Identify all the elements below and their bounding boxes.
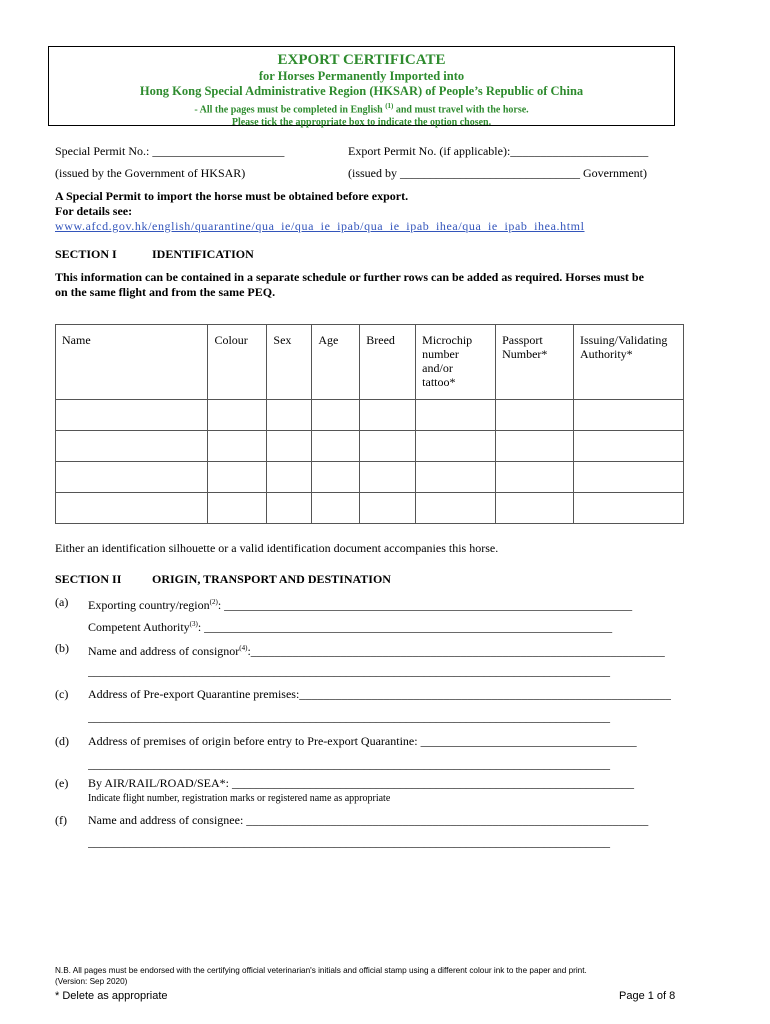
endorsement-note: N.B. All pages must be endorsed with the certifying official veterinarian's initials and official stamp using a different colour ink to the paper and print. xyxy=(55,966,587,975)
issued-hksar-text: (issued by the Government of HKSAR) xyxy=(55,166,246,180)
item-a-label: (a) xyxy=(55,595,69,609)
delete-note: * Delete as appropriate xyxy=(55,990,168,1002)
column-header-breed: Breed xyxy=(360,325,416,400)
table-cell[interactable] xyxy=(573,493,683,524)
table-cell[interactable] xyxy=(360,462,416,493)
table-row xyxy=(56,493,684,524)
english-note-text: - All the pages must be completed in English xyxy=(194,104,383,116)
competent-authority-field[interactable] xyxy=(88,617,612,634)
column-header-colour: Colour xyxy=(208,325,267,400)
table-cell[interactable] xyxy=(208,431,267,462)
table-cell[interactable] xyxy=(360,493,416,524)
exporting-country-field[interactable] xyxy=(88,595,632,612)
table-row xyxy=(56,462,684,493)
table-cell[interactable] xyxy=(416,431,496,462)
consignor-line[interactable]: :_____________________________________________________________________ xyxy=(247,644,665,658)
table-cell[interactable] xyxy=(496,400,574,431)
table-cell[interactable] xyxy=(573,431,683,462)
certificate-title: EXPORT CERTIFICATE xyxy=(277,52,446,68)
transport-hint: Indicate flight number, registration marks or registered name as appropriate xyxy=(88,793,391,804)
table-cell[interactable] xyxy=(267,493,312,524)
tick-note: Please tick the appropriate box to indicate the option chosen. xyxy=(231,117,492,129)
item-b-label: (b) xyxy=(55,641,69,655)
item-c-label: (c) xyxy=(55,687,69,701)
issued-by-field[interactable]: (issued by ______________________________ Government) xyxy=(348,166,647,180)
section1-number: SECTION I xyxy=(55,247,117,261)
exporting-country-label: Exporting country/region xyxy=(88,598,210,612)
section2-number: SECTION II xyxy=(55,572,122,586)
table-cell[interactable] xyxy=(496,431,574,462)
exporting-country-line[interactable]: : ____________________________________________________________________ xyxy=(217,598,633,612)
table-cell[interactable] xyxy=(312,493,360,524)
version-label: (Version: Sep 2020) xyxy=(55,977,128,986)
table-cell[interactable] xyxy=(56,462,208,493)
table-cell[interactable] xyxy=(312,462,360,493)
special-permit-field[interactable]: Special Permit No.: ______________________ xyxy=(55,144,285,158)
consignee-field[interactable]: Name and address of consignee: ___________________________________________________________________ xyxy=(88,813,649,827)
consignor-label: Name and address of consignor xyxy=(88,644,240,658)
export-permit-field[interactable]: Export Permit No. (if applicable):_______________________ xyxy=(348,144,649,158)
footnote-ref: (1) xyxy=(385,102,394,110)
table-cell[interactable] xyxy=(56,493,208,524)
table-cell[interactable] xyxy=(312,400,360,431)
item-f-label: (f) xyxy=(55,813,67,827)
table-cell[interactable] xyxy=(416,462,496,493)
table-cell[interactable] xyxy=(208,493,267,524)
table-cell[interactable] xyxy=(573,400,683,431)
section1-intro-line2: on the same flight and from the same PEQ. xyxy=(55,285,276,299)
table-cell[interactable] xyxy=(312,431,360,462)
column-header-microchip: Microchip number and/or tattoo* xyxy=(416,325,496,400)
table-header-row xyxy=(56,325,684,400)
certificate-region: Hong Kong Special Administrative Region (HKSAR) of People’s Republic of China xyxy=(139,84,584,98)
certificate-header xyxy=(48,46,675,129)
item-d-label: (d) xyxy=(55,734,69,748)
column-header-age: Age xyxy=(312,325,360,400)
competent-authority-line[interactable]: : ____________________________________________________________________ xyxy=(197,620,613,634)
certificate-subtitle: for Horses Permanently Imported into xyxy=(258,69,465,83)
table-cell[interactable] xyxy=(56,431,208,462)
premises-origin-line-2[interactable]: _______________________________________________________________________________________ xyxy=(88,757,610,771)
footnote-ref: (2) xyxy=(209,598,218,606)
pre-export-quarantine-line-2[interactable]: _______________________________________________________________________________________ xyxy=(88,710,610,724)
consignee-line-2[interactable]: _______________________________________________________________________________________ xyxy=(88,835,610,849)
table-row xyxy=(56,431,684,462)
section1-title: IDENTIFICATION xyxy=(152,247,254,261)
column-header-authority: Issuing/Validating Authority* xyxy=(573,325,683,400)
transport-mode-field[interactable]: By AIR/RAIL/ROAD/SEA*: ___________________________________________________________________ xyxy=(88,776,635,790)
silhouette-note: Either an identification silhouette or a valid identification document accompanies this horse. xyxy=(55,541,499,555)
column-header-name: Name xyxy=(56,325,208,400)
table-cell[interactable] xyxy=(267,462,312,493)
table-cell[interactable] xyxy=(416,400,496,431)
table-row xyxy=(56,400,684,431)
details-link[interactable]: www.afcd.gov.hk/english/quarantine/qua_ie/qua_ie_ipab/qua_ie_ipab_ihea/qua_ie_ipab_ihea.html xyxy=(55,219,585,233)
item-e-label: (e) xyxy=(55,776,69,790)
identification-table xyxy=(55,324,684,524)
table-cell[interactable] xyxy=(496,462,574,493)
column-header-passport: Passport Number* xyxy=(496,325,574,400)
column-header-sex: Sex xyxy=(267,325,312,400)
table-cell[interactable] xyxy=(267,431,312,462)
consignor-line-2[interactable]: _______________________________________________________________________________________ xyxy=(88,664,610,678)
table-cell[interactable] xyxy=(573,462,683,493)
english-note-text-end: and must travel with the horse. xyxy=(395,104,529,116)
footnote-ref: (3) xyxy=(189,620,198,628)
competent-authority-label: Competent Authority xyxy=(88,620,190,634)
section1-intro-line1: This information can be contained in a separate schedule or further rows can be added as required. Horses must be xyxy=(55,270,644,284)
table-cell[interactable] xyxy=(267,400,312,431)
consignor-field[interactable] xyxy=(88,641,665,658)
special-permit-notice: A Special Permit to import the horse must be obtained before export. xyxy=(55,189,409,203)
table-cell[interactable] xyxy=(360,431,416,462)
details-label: For details see: xyxy=(55,204,133,218)
page-number: Page 1 of 8 xyxy=(619,990,676,1002)
table-cell[interactable] xyxy=(360,400,416,431)
table-cell[interactable] xyxy=(208,400,267,431)
table-cell[interactable] xyxy=(56,400,208,431)
premises-origin-field[interactable]: Address of premises of origin before entry to Pre-export Quarantine: ____________________________________ xyxy=(88,734,637,748)
section2-title: ORIGIN, TRANSPORT AND DESTINATION xyxy=(152,572,391,586)
table-cell[interactable] xyxy=(208,462,267,493)
pre-export-quarantine-field[interactable]: Address of Pre-export Quarantine premises:______________________________________________________________ xyxy=(88,687,671,701)
english-note xyxy=(49,100,674,116)
footnote-ref: (4) xyxy=(239,644,248,652)
table-cell[interactable] xyxy=(416,493,496,524)
table-cell[interactable] xyxy=(496,493,574,524)
